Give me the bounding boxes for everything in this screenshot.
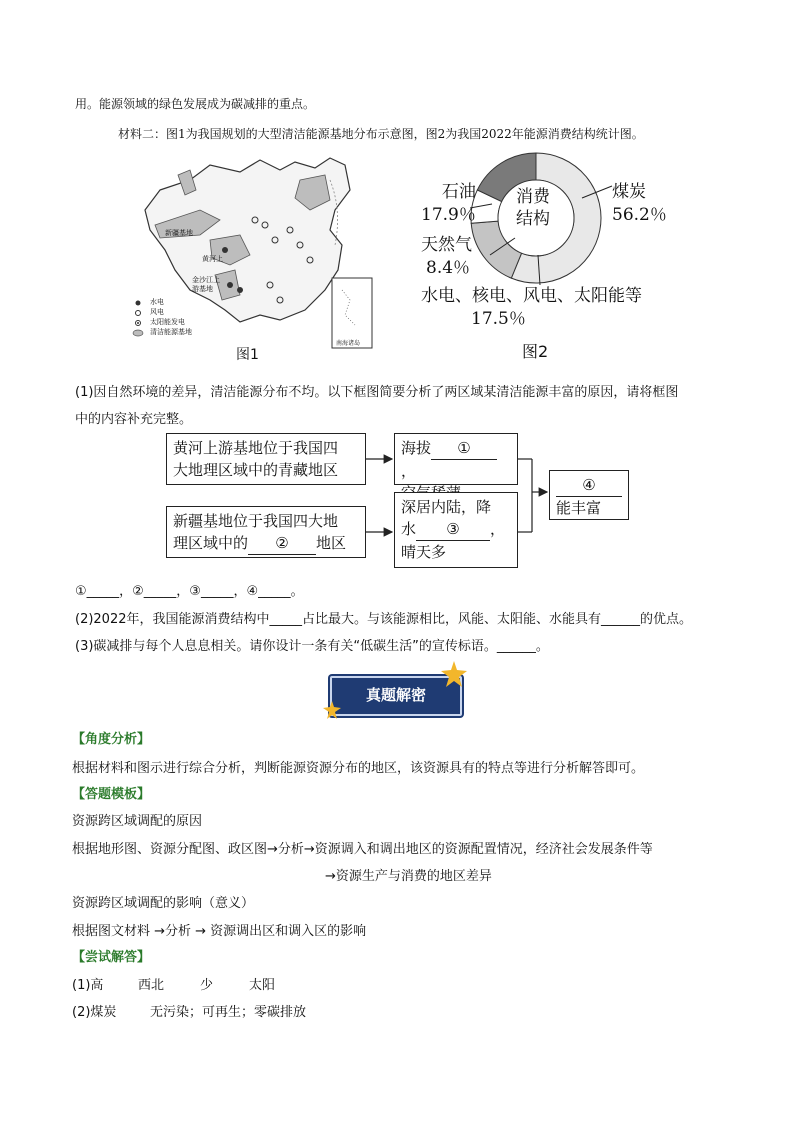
- box4-label: 水: [401, 520, 417, 538]
- angle-body: 根据材料和图示进行综合分析，判断能源资源分布的地区，该资源具有的特点等进行分析解答即可。: [72, 761, 645, 776]
- box1-line1: 黄河上游基地位于我国四: [173, 439, 339, 457]
- box4-comma: ，: [490, 520, 506, 538]
- flow-box-result: [549, 470, 629, 520]
- star-icon-top: [440, 660, 468, 688]
- answer-1-d: 太阳: [249, 978, 276, 993]
- label-oil-name: 石油: [441, 182, 476, 202]
- figure-1-caption: 图1: [236, 347, 259, 363]
- box1-line2: 大地理区域中的青藏地区: [173, 461, 339, 479]
- label-coal: [612, 181, 667, 227]
- template-line-5: 根据图文材料 →分析 → 资源调出区和调入区的影响: [72, 924, 367, 939]
- section-banner: 真题解密: [330, 676, 462, 716]
- box2-label: 海拔: [401, 439, 432, 457]
- legend-hydro: 水电: [150, 298, 164, 306]
- template-line-2: 根据地形图、资源分配图、政区图→分析→资源调入和调出地区的资源配置情况，经济社会发展条件等: [72, 842, 653, 857]
- label-coal-value: 56.2％: [612, 205, 667, 225]
- flow-box-qinghai-tibet: [166, 433, 366, 485]
- template-line-3: →资源生产与消费的地区差异: [325, 869, 492, 884]
- figure-2-caption: 图2: [522, 342, 549, 361]
- label-gas-value: 8.4％: [426, 258, 471, 278]
- box3-line1: 新疆基地位于我国四大地: [173, 512, 339, 530]
- map-label-huanghe: 黄河上: [202, 255, 223, 263]
- box5-line2: 能丰富: [556, 499, 602, 517]
- flow-box-xinjiang: [166, 506, 366, 558]
- label-oil: [421, 181, 476, 227]
- blank-1[interactable]: ①: [431, 437, 497, 460]
- q3-text[interactable]: (3)碳减排与每个人息息相关。请你设计一条有关“低碳生活”的宣传标语。______。: [75, 639, 549, 654]
- legend-wind: 风电: [150, 308, 164, 316]
- figure-1-map: [130, 150, 380, 360]
- coal-leader: [580, 180, 620, 200]
- label-oil-value: 17.9％: [421, 205, 476, 225]
- template-line-4: 资源跨区域调配的影响（意义）: [72, 896, 255, 911]
- flow-arrows: [360, 440, 560, 560]
- label-coal-name: 煤炭: [612, 182, 646, 202]
- answer-1-b: 西北: [138, 978, 165, 993]
- attempt-heading: 【尝试解答】: [72, 950, 151, 965]
- q1-answer-blanks[interactable]: ①_____，②_____，③_____，④_____。: [75, 584, 304, 599]
- box4-line3: 晴天多: [401, 543, 447, 561]
- answer-2-b: 无污染；可再生；零碳排放: [150, 1005, 307, 1020]
- q1-text-b: 中的内容补充完整。: [75, 412, 193, 427]
- template-line-1: 资源跨区域调配的原因: [72, 814, 203, 829]
- template-heading: 【答题模板】: [72, 787, 151, 802]
- donut-center-line-1: 消费: [516, 187, 550, 207]
- box3-suffix: 地区: [316, 534, 347, 552]
- map-label-xinjiang: 新疆基地: [165, 229, 193, 237]
- answer-2-a: (2)煤炭: [72, 1005, 117, 1020]
- q2-text[interactable]: (2)2022年，我国能源消费结构中_____占比最大。与该能源相比，风能、太阳能、水能具有______的优点。: [75, 612, 692, 627]
- material-two-text: 材料二：图1为我国规划的大型清洁能源基地分布示意图，图2为我国2022年能源消费结构统计图。: [118, 127, 644, 141]
- intro-line: 用。能源领域的绿色发展成为碳减排的重点。: [75, 97, 316, 111]
- angle-heading: 【角度分析】: [72, 732, 151, 747]
- blank-3[interactable]: ③: [416, 518, 490, 541]
- box2-comma: ，: [401, 462, 417, 480]
- answer-1-c: 少: [200, 978, 214, 993]
- q1-text-a: (1)因自然环境的差异，清洁能源分布不均。以下框图简要分析了两区域某清洁能源丰富的原因，请将框图: [75, 385, 679, 400]
- blank-4[interactable]: ④: [556, 474, 622, 497]
- label-gas: [421, 234, 472, 280]
- legend-solar: 太阳能发电: [150, 318, 185, 326]
- box4-line1: 深居内陆，降: [401, 498, 492, 516]
- leader-lines: [470, 200, 560, 300]
- map-label-nanhai: 南海诸岛: [336, 340, 361, 347]
- star-icon-bottom: [322, 700, 342, 720]
- label-gas-name: 天然气: [421, 235, 472, 255]
- blank-2[interactable]: ②: [248, 532, 316, 555]
- map-label-jinsha: 金沙江上游基地: [192, 276, 220, 293]
- label-other-value: 17.5％: [471, 309, 526, 329]
- legend-base: 清洁能源基地: [150, 328, 192, 336]
- donut-center-line-2: 结构: [516, 209, 550, 229]
- answer-1-a: (1)高: [72, 978, 104, 993]
- label-other-name: 水电、核电、风电、太阳能等: [421, 286, 642, 306]
- box3-label: 理区域中的: [173, 534, 249, 552]
